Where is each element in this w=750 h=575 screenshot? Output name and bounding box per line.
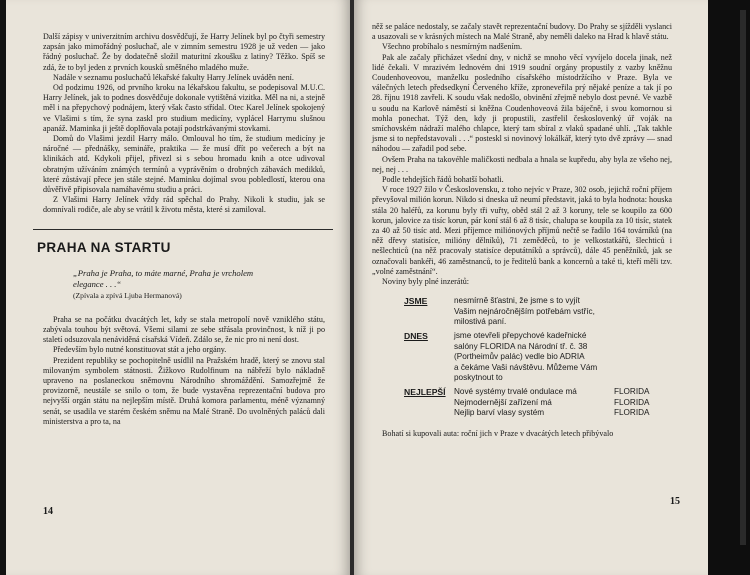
advertisement	[404, 331, 672, 384]
ad-label: NEJLEPŠÍ	[404, 387, 446, 398]
ad-line: Nové systémy trvalé ondulace má FLORIDA	[454, 387, 672, 398]
chapter-separator	[33, 229, 333, 230]
right-text-column	[372, 22, 672, 439]
paragraph: Domů do Vlašimi jezdil Harry málo. Omlouval ho tím, že studium medicíny je náročné — přednášky, semináře, praktika — že musí dřít po večerech a být na klinikách atd. Kdykoli přijel, přivezl si s sebou hromadu knih a otce udivoval obratným užíváním známých termínů a vyprávěním o drobných zábavách medikků, které zůstávají přece jen stále stejné. Maminku dojímal svou pobledlostí, kterou ona důvěřivě připisovala namáhavému studiu a práci.	[43, 134, 325, 195]
paragraph: Z Vlašimi Harry Jelínek vždy rád spěchal do Prahy. Nikoli k studiu, jak se domnívali rodiče, ale aby se vrátil k životu města, které si zamiloval.	[43, 195, 325, 215]
paragraph: Ovšem Praha na takovéhle maličkosti nedbala a hnala se kupředu, aby byla ze všeho nej, nej, nej . . .	[372, 154, 672, 174]
paragraph: Noviny byly plné inzerátů:	[382, 277, 469, 287]
ad-line: nesmírně šťastni, že jsme s to vyjít	[454, 296, 580, 306]
advertisement-block	[404, 296, 672, 419]
ad-label: DNES	[404, 331, 428, 342]
chapter-title: PRAHA NA STARTU	[37, 239, 171, 255]
ad-line: poskytnout to	[454, 373, 503, 383]
ad-line: Nejmodernější zařízení má FLORIDA	[454, 398, 672, 409]
ad-line: Vašim nejnáročnějším potřebám vstříc,	[454, 306, 595, 316]
ad-brand: FLORIDA	[614, 387, 650, 397]
epigraph	[73, 268, 325, 290]
ad-label: JSME	[404, 296, 428, 307]
ad-lines	[454, 387, 672, 419]
paragraph: Praha se na počátku dvacátých let, kdy se stala metropolí nově vzniklého státu, zabývala touhou být světová. Všemi silami ze sebe střásala provinčnost, k níž ji po staletí odsuzovala nenáviděná císařská Vídeň. Zdálo se, že nic pro ni není dost.	[43, 314, 325, 345]
ad-line: milostivá paní.	[454, 317, 507, 327]
left-page	[6, 0, 350, 575]
paragraph: Další zápisy v univerzitním archivu dosvědčují, že Harry Jelínek byl po čtyři semestry zapsán jako mimořádný posluchač, ale v zimním semestru 1928 je už veden — jako řádný posluchač. Že by dodatečně složil maturitní zkoušku z latiny? Těžko. Spíš se zdá, že to byl jeden z prvních kousků směšného mladého muže.	[43, 32, 325, 72]
paragraph: Podle tehdejších řádů bohatší bohatli.	[382, 175, 504, 185]
paragraph: Pak ale začaly přicházet všední dny, v nichž se mnoho věcí vyvíjelo docela jinak, než lidé čekali. V mrazivém lednovém dni 1919 soudní orgány propustily z vazby kněžnu Coudenhoveovou, manželku posledního císařského místodržícího v Praze. Byla ve válečných letech předsedkyní Červeného kříže, zproneveřila prý nějaké peníze a tak jí po 28. říjnu 1918 zavřeli. K soudu však nedošlo, obvinění zřejmě nebylo dost pevné. Ve vazbě u soudu na Karlově náměstí si kněžna Coudenhoveová žila báječně, i svou komornou si mohla ponechat. Týž den, kdy ji propustili, zastřelil českoslovenký úř voják na smíchovském nádraží malého chlapce, který tam sbíral z vlaků spadané uhlí. „Tak takhle jsme si to nepředstavovali . . .“ posteskl si novinový lokálkář, který tyto dvě zprávy — snad náhodou — zařadil pod sebe.	[372, 52, 672, 154]
paragraph: Především bylo nutné konstituovat stát a jeho orgány.	[53, 345, 227, 355]
epigraph-line: „Praha je Praha, to máte marné, Praha je vrcholem	[73, 267, 254, 278]
paragraph: Bohatí si kupovali auta: roční jich v Praze v dvacátých letech přibývalo	[382, 428, 614, 438]
ad-lines	[454, 296, 672, 328]
epigraph-source: (Zpívala a zpívá Ljuba Hermanová)	[73, 290, 182, 300]
ad-line: Nejlip barví vlasy systém FLORIDA	[454, 408, 672, 419]
advertisement	[404, 387, 672, 419]
advertisement	[404, 296, 672, 328]
book-edge-strip	[740, 10, 746, 545]
paragraph: Od podzimu 1926, od prvního kroku na lékařskou fakultu, se podepisoval M.U.C. Harry Jelínek, jak to podnes dosvědčuje dokonale vytištěná vizitka. Měl na ni, a stejně měl i na přepychový podnájem, který však často střídal. Otec Karel Jelínek spokojený ve Vlašimi s tím, že syna zaskl pro studium medicíny, vyplácel Harrymu slušnou apanáž. Maminka ji ještě doplňovala potají podstrkávanými stovkami.	[43, 83, 325, 133]
paragraph: něž se paláce nedostaly, se začaly stavět reprezentační budovy. Do Prahy se sjížděli vyslanci a usazovali se v krásných místech na Malé Straně, aby neměli daleko na Hrad k hlavě státu.	[372, 22, 672, 42]
ad-line: salóny FLORIDA na Národní tř. č. 38	[454, 341, 588, 351]
ad-line: jsme otevřeli přepychové kadeřnické	[454, 331, 587, 341]
page-number: 14	[43, 506, 53, 517]
left-text-column	[37, 32, 325, 427]
ad-lines	[454, 331, 672, 384]
ad-brand: FLORIDA	[614, 408, 650, 418]
ad-brand: FLORIDA	[614, 397, 650, 407]
epigraph-line: elegance . . .“	[73, 278, 122, 289]
paragraph: Prezident republiky se pochopitelně usídlil na Pražském hradě, který se znovu stal milovaným symbolem státnosti. Žižkovo Rudolfinum na nábřeží bylo nákladně upraveno na poslaneckou sněmovnu Národního shromáždění. Samozřejmě že provizorně, neustále se snilo o tom, že bude vystavěna reprezentační budova pro nejvyšší orgán státu na nejlepším místě. Druhá komora parlamentu, méně významný senát, se usadila ve starém českém sněmu na Malé Straně. Do uvolněných paláců dali ministerstva a pro ta, na	[43, 355, 325, 426]
right-page	[354, 0, 708, 575]
paragraph: Nadále v seznamu posluchačů lékařské fakulty Harry Jelínek uváděn není.	[53, 72, 294, 82]
ad-line: (Portheimův palác) vedle bio ADRIA	[454, 352, 585, 362]
ad-line: a čekáme Vaši návštěvu. Můžeme Vám	[454, 362, 598, 372]
paragraph: V roce 1927 žilo v Československu, z toho nejvíc v Praze, 302 osob, jejichž roční příjem převyšoval milión korun. Nikdo si dneska už neumí představit, jaká to byla hodnota: houska stála 20 haléřů, za korunu byly tři vuřty, oběd stál 2 až 3 koruny, tele se koupilo za 600 korun, jalovice za tisíc korun, pár koní stál 6 až 8 tisíc, chalupa se koupila za 10 tisíc, statek za 40 až 50 tisíc atd. Mezi příjemce miliónových příjmů nečtě se řadilo 164 továrníků (na něž dřevy statisíce, milióny dělníků), 71 zeměděců, to je velkostatkářů, šlechticů i nešlechticů (na něž pracovaly statisíce deputátníků a správců), dále 45 peněžníků, jak se označovali bankéři, 46 zaměstnanců, to je ředitelů bank a koncernů a také ti, kteří měli tzv. „volné zaměstnání“.	[372, 185, 672, 276]
page-number: 15	[670, 496, 680, 507]
paragraph: Všechno probíhalo s nesmírným nadšením.	[382, 42, 523, 52]
